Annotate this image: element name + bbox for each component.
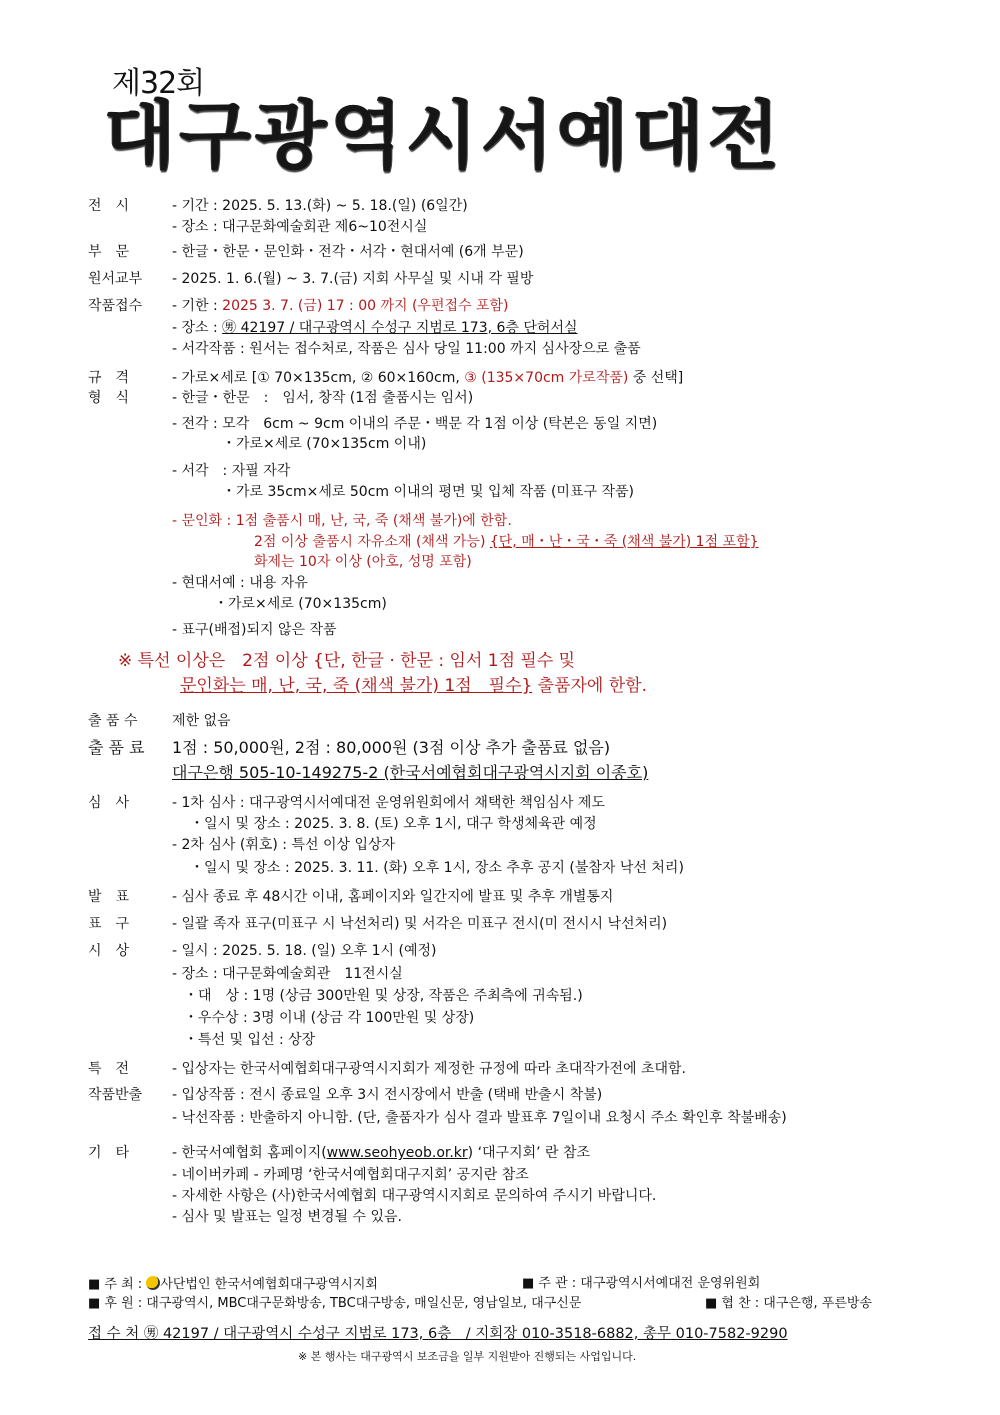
submission-place (172, 319, 578, 337)
fee-bank-account: 대구은행 505-10-149275-2 (한국서예협회대구광역시지회 이종호) (172, 763, 649, 782)
format-modern-size: ・가로×세로 (70×135cm) (214, 596, 387, 612)
exhibition-place: - 장소 : 대구문화예술회관 제6~10전시실 (172, 219, 428, 235)
footer-host (88, 1276, 378, 1293)
notice-line-2b: 출품자에 한함. (532, 676, 648, 696)
place-value: ㊚ 42197 / 대구광역시 수성구 지범로 173, 6층 단허서실 (222, 320, 578, 336)
label-return: 작품반출 (88, 1087, 143, 1103)
association-logo-icon (146, 1276, 160, 1290)
place-prefix: - 장소 : (172, 320, 223, 336)
format-wood: - 서각 : 자필 자각 (172, 463, 291, 479)
label-count: 출 품 수 (88, 713, 138, 729)
format-seal: - 전각 : 모각 6cm ~ 9cm 이내의 주문・백문 각 1점 이상 (탁본은 동일 지면) (172, 416, 658, 432)
format-literati-3: 화제는 10자 이상 (아호, 성명 포함) (254, 554, 472, 570)
label-special: 특 전 (88, 1061, 130, 1077)
page-title: 대구광역시서예대전 (104, 93, 784, 179)
etc-schedule-change: - 심사 및 발표는 일정 변경될 수 있음. (172, 1209, 402, 1225)
deadline-prefix: - 기한 : (172, 298, 223, 314)
review-second: - 2차 심사 (휘호) : 특선 이상 입상자 (172, 837, 396, 853)
etc-homepage (172, 1144, 590, 1162)
format-literati-2 (254, 533, 759, 551)
submission-carving: - 서각작품 : 원서는 접수처로, 작품은 심사 당일 11:00 까지 심사장으로 출품 (172, 341, 641, 357)
host-label: ■ 주 최 : (88, 1277, 147, 1292)
award-excellence: ・우수상 : 3명 이내 (상금 각 100만원 및 상장) (184, 1010, 475, 1026)
deadline-value: 2025 3. 7. (금) 17 : 00 까지 (우편접수 포함) (222, 298, 509, 314)
label-etc: 기 타 (88, 1145, 130, 1161)
footer-organizer: ■ 주 관 : 대구광역시서예대전 운영위원회 (522, 1276, 761, 1291)
award-grand: ・대 상 : 1명 (상금 300만원 및 상장, 작품은 주최측에 귀속됨.) (184, 988, 583, 1004)
size-suffix: 중 선택] (628, 370, 684, 386)
fee-value: 1점 : 50,000원, 2점 : 80,000원 (3점 이상 추가 출품료 없음) (172, 738, 611, 757)
submission-deadline (172, 297, 508, 315)
size-horizontal: ③ (135×70cm 가로작품) (464, 370, 629, 386)
etc-inquiry: - 자세한 사항은 (사)한국서예협회 대구광역시지회로 문의하여 주시기 바랍니다. (172, 1188, 657, 1204)
label-application: 원서교부 (88, 271, 143, 287)
footer-sponsor: ■ 후 원 : 대구광역시, MBC대구문화방송, TBC대구방송, 매일신문, 영남일보, 대구신문 (88, 1296, 582, 1311)
award-date: - 일시 : 2025. 5. 18. (일) 오후 1시 (예정) (172, 943, 437, 959)
size-options (172, 369, 683, 387)
division-list: - 한글・한문・문인화・전각・서각・현대서예 (6개 부문) (172, 244, 524, 260)
footer-contact: 접 수 처 ㊚ 42197 / 대구광역시 수성구 지범로 173, 6층 / 지회장 010-3518-6882, 총무 010-7582-9290 (88, 1326, 788, 1342)
literati-2b: {단, 매・난・국・죽 (채색 불가) 1점 포함} (489, 534, 759, 550)
award-special: ・특선 및 입선 : 상장 (184, 1032, 316, 1048)
review-first-schedule: ・일시 및 장소 : 2025. 3. 8. (토) 오후 1시, 대구 학생체육관 예정 (190, 816, 597, 832)
footer-cosponsor: ■ 협 찬 : 대구은행, 푸른방송 (705, 1296, 873, 1311)
count-value: 제한 없음 (172, 713, 231, 729)
literati-2a: 2점 이상 출품시 자유소재 (채색 가능) (254, 534, 490, 550)
label-announce: 발 표 (88, 889, 130, 905)
framing-value: - 일괄 족자 표구(미표구 시 낙선처리) 및 서각은 미표구 전시(미 전시시 낙선처리) (172, 916, 668, 932)
label-submission: 작품접수 (88, 298, 143, 314)
host-name: 사단법인 한국서예협회대구광역시지회 (160, 1277, 378, 1292)
label-exhibition: 전 시 (88, 198, 130, 214)
homepage-link[interactable]: www.seohyeob.or.kr (326, 1145, 468, 1161)
etc-cafe: - 네이버카페 - 카페명 ‘한국서예협회대구지회’ 공지란 참조 (172, 1167, 529, 1183)
review-second-schedule: ・일시 및 장소 : 2025. 3. 11. (화) 오후 1시, 장소 추후 공지 (불참자 낙선 처리) (190, 860, 684, 876)
etc-homepage-post: ) ‘대구지회’ 란 참조 (467, 1145, 591, 1161)
format-literati-1: - 문인화 : 1점 출품시 매, 난, 국, 죽 (채색 불가)에 한함. (172, 513, 512, 529)
footer-note: ※ 본 행사는 대구광역시 보조금을 일부 지원받아 진행되는 사업입니다. (298, 1350, 637, 1363)
award-place: - 장소 : 대구문화예술회관 11전시실 (172, 966, 403, 982)
label-division: 부 문 (88, 244, 130, 260)
review-first: - 1차 심사 : 대구광역시서예대전 운영위원회에서 채택한 책임심사 제도 (172, 795, 605, 811)
size-prefix: - 가로×세로 [① 70×135cm, ② 60×160cm, (172, 370, 465, 386)
special-value: - 입상자는 한국서예협회대구광역시지회가 제정한 규정에 따라 초대작가전에 초대함. (172, 1061, 686, 1077)
format-unframed: - 표구(배접)되지 않은 작품 (172, 622, 337, 638)
notice-line-1: ※ 특선 이상은 2점 이상 {단, 한글 · 한문 : 임서 1점 필수 및 (118, 651, 576, 671)
format-modern: - 현대서예 : 내용 자유 (172, 575, 308, 591)
return-rejected: - 낙선작품 : 반출하지 아니함. (단, 출품자가 심사 결과 발표후 7일이내 요청시 주소 확인후 착불배송) (172, 1110, 787, 1126)
label-format: 형 식 (88, 390, 130, 406)
return-winners: - 입상작품 : 전시 종료일 오후 3시 전시장에서 반출 (택배 반출시 착불) (172, 1087, 603, 1103)
label-size: 규 격 (88, 370, 130, 386)
label-award: 시 상 (88, 943, 130, 959)
format-seal-size: ・가로×세로 (70×135cm 이내) (222, 436, 427, 452)
edition-label: 제32회 (112, 66, 205, 101)
exhibition-period: - 기간 : 2025. 5. 13.(화) ~ 5. 18.(일) (6일간) (172, 198, 468, 214)
announce-value: - 심사 종료 후 48시간 이내, 홈페이지와 일간지에 발표 및 추후 개별통지 (172, 889, 614, 905)
label-fee: 출 품 료 (88, 738, 145, 757)
label-review: 심 사 (88, 795, 130, 811)
etc-homepage-pre: - 한국서예협회 홈페이지( (172, 1145, 327, 1161)
format-wood-size: ・가로 35cm×세로 50cm 이내의 평면 및 입체 작품 (미표구 작품) (222, 484, 634, 500)
notice-line-2a: 문인화는 매, 난, 국, 죽 (채색 불가) 1점 필수} (180, 676, 533, 696)
notice-line-2 (180, 675, 647, 697)
format-hangul: - 한글・한문 : 임서, 창작 (1점 출품시는 임서) (172, 390, 474, 406)
application-period: - 2025. 1. 6.(월) ~ 3. 7.(금) 지회 사무실 및 시내 각 필방 (172, 271, 534, 287)
label-framing: 표 구 (88, 916, 130, 932)
